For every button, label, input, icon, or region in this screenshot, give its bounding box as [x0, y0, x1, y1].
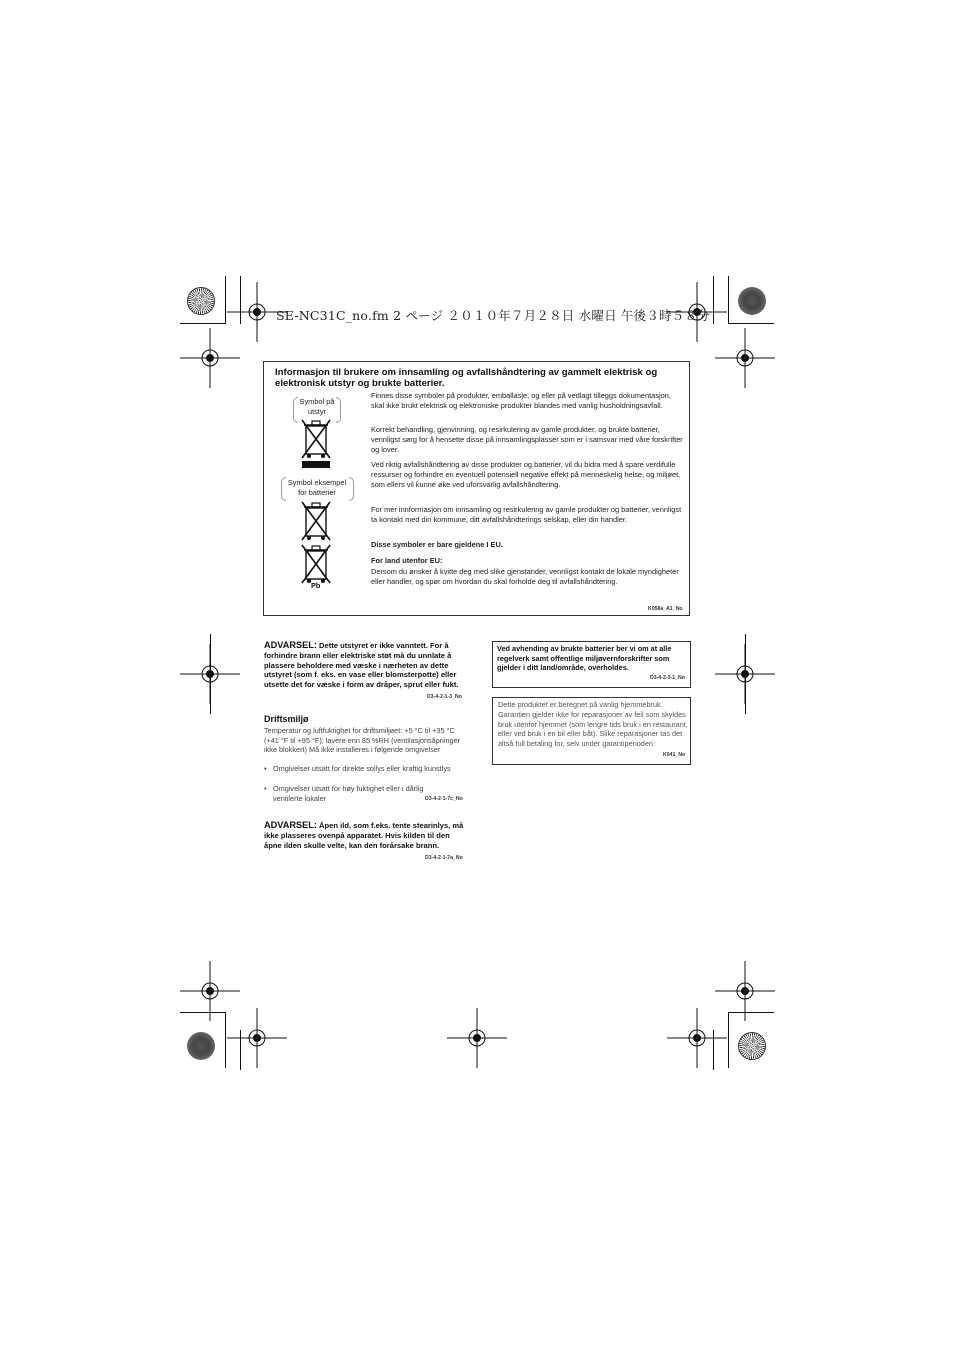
document-code: D3-4-2-3-1_No — [650, 675, 685, 681]
pb-label: Pb — [311, 581, 321, 590]
weee-paragraph: Dersom du ønsker å kvitte deg med slike gjenstander, vennligst kontakt de lokale myndigheter eller handler, og spør om hvordan du skal forholde deg til avfallshåndtering. — [371, 567, 679, 586]
warning-label: ADVARSEL: — [264, 820, 317, 830]
file-header: SE-NC31C_no.fm 2 ページ ２０１０年７月２８日 水曜日 午後３時５８分 — [276, 308, 710, 323]
weee-paragraph-bold: For land utenfor EU: — [371, 556, 443, 565]
battery-notice-text: Ved avhending av brukte batterier ber vi om at alle regelverk samt offentlige miljøvernforskrifter som gjelder i ditt land/område, overholdes. — [497, 644, 672, 673]
warranty-notice-text: Dette produktet er beregnet på vanlig hjemmebruk. Garantien gjelder ikke for reparasjoner av feil som skyldes bruk utenfor hjemmet (som lengre tids bruk i en restaurant, eller ved bruk i en bil eller båt). Slike reparasjoner tas det altså full betaling for, selv under garantiperioden. — [498, 700, 688, 749]
warning-text: Åpen ild, som f.eks. tente stearinlys, må ikke plasseres ovenpå apparatet. Hvis kilden til den åpne ilden skulle velte, kan den forårsake brann. — [264, 821, 464, 850]
document-code: K058a_A1_No — [648, 606, 683, 612]
symbol-equipment-label: Symbol på utstyr — [299, 397, 335, 416]
registration-starburst-icon — [187, 287, 215, 315]
section-heading: Driftsmiljø — [264, 714, 309, 724]
weee-title: Informasjon til brukere om innsamling og avfallshåndtering av gammelt elektrisk og elektronisk utstyr og brukte batterier. — [275, 367, 658, 389]
document-code: D3-4-2-1-3_No — [427, 694, 462, 700]
warning-label: ADVARSEL: — [264, 640, 317, 650]
symbol-battery-label: Symbol eksempel for batterier — [287, 478, 347, 497]
weee-paragraph: Finnes disse symboler på produkter, emballasje, og eller på vedlagt tilleggs dokumentasjon, skal ikke brukt elektrisk og elektroniske produkter blandes med vanlig husholdningsavfall. — [371, 391, 671, 410]
crosshair-icon — [715, 328, 775, 388]
bracket-decoration — [349, 477, 354, 501]
document-code: K041_No — [663, 752, 686, 758]
warning-open-flame — [264, 821, 464, 850]
warning-waterproof — [264, 641, 464, 690]
weee-paragraph: Korrekt behandling, gjenvinning, og resirkulering av gamle produkter, og brukte batterier, vennligst sørg for å hensette disse på innsamlingsplasser som er i samsvar med våre forskrifter og lover. — [371, 425, 683, 454]
weee-paragraph: For mer innformasjon om innsamling og resirkulering av gamle produkter og batterier, vennligst ta kontakt med din kommune, ditt avfallshåndterings selskap, eller din handler. — [371, 505, 682, 524]
document-code: D3-4-2-1-7c_No — [425, 796, 463, 802]
crossed-out-bin-icon — [298, 543, 334, 585]
registration-dark-circle-icon — [187, 1032, 215, 1060]
crossed-out-bin-icon — [298, 500, 334, 542]
weee-paragraph-bold: Disse symboler er bare gjeldene I EU. — [371, 540, 503, 549]
crosshair-icon — [447, 1008, 507, 1068]
operating-env-bullet: Omgivelser utsatt for høy fuktighet eller i dårlig ventilerte lokaler — [273, 784, 424, 803]
document-code: D3-4-2-1-7a_No — [425, 855, 463, 861]
operating-env-bullet: Omgivelser utsatt for direkte sollys eller kraftig kunstlys — [273, 764, 451, 773]
bullet-mark: • — [264, 764, 267, 773]
registration-starburst-icon — [738, 1032, 766, 1060]
crosshair-icon — [180, 328, 240, 388]
operating-env-text: Temperatur og luftfuktighet for driftsmiljøet: +5 °C til +35 °C (+41 °F til +95 °F); lavere enn 85 %RH (ventilasjonsåpninger ikke blokkert) Må ikke installeres i følgende omgivelser — [264, 726, 461, 755]
registration-dark-circle-icon — [738, 287, 766, 315]
crosshair-icon — [227, 1008, 287, 1068]
weee-paragraph: Ved riktig avfallshåndtering av disse produkter og batterier, vil du bidra med å spare verdifulle ressurser og forhindre en eventuell potensiell negative effekt på menneskelig helse, og miljøet, som ellers vil kunne øke ved uforsvarlig avfallshåndtering. — [371, 460, 681, 489]
warning-text: Dette utstyret er ikke vanntett. For å forhindre brann eller elektriske støt må du unnlate å plassere beholdere med væske i nærheten av dette utstyret (som f. eks. en vase eller blomsterpotte) eller utsette det for væske i form av dråper, sprut eller fukt. — [264, 641, 459, 690]
bracket-decoration — [336, 397, 341, 423]
bullet-mark: • — [264, 784, 267, 793]
crossed-out-bin-icon — [298, 418, 334, 470]
crosshair-icon — [667, 1008, 727, 1068]
